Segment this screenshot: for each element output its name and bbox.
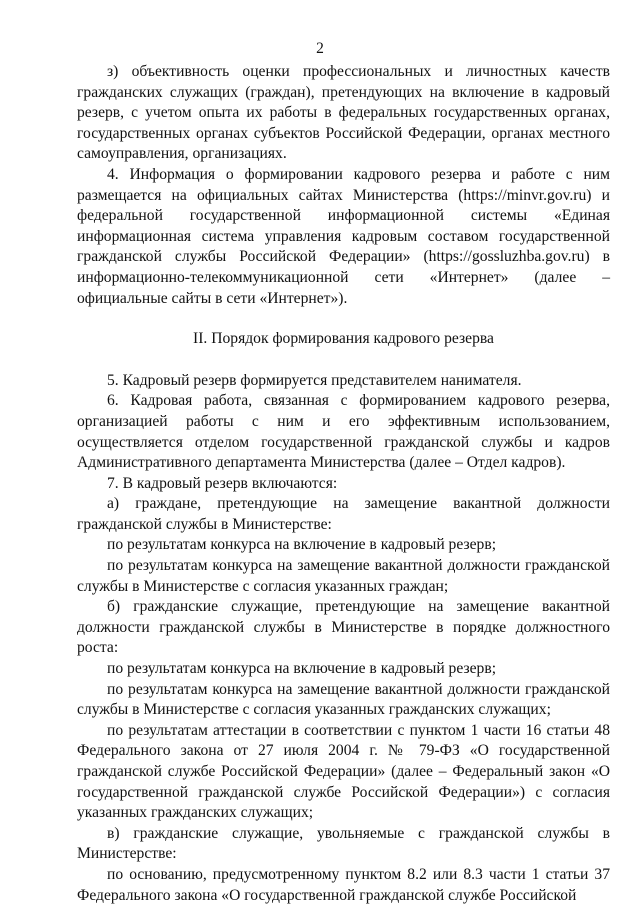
- paragraph-6: 6. Кадровая работа, связанная с формированием кадрового резерва, организацией работы с ним и его эффективным использованием, осуществляется отделом государственной гражданской службы и кадров Административного департамента Министерства (далее – Отдел кадров).: [77, 392, 610, 472]
- paragraph-4-information: 4. Информация о формировании кадрового резерва и работе с ним размещается на официальных сайтах Министерства (https://minvr.gov.ru) и федеральной государственной информационной системы «Единая информационная система управления кадровым составом государственной гражданской службы Российской Федерации» (https://gossluzhba.gov.ru) в информационно-телекоммуникационной сети «Интернет» (далее – официальные сайты в сети «Интернет»).: [77, 165, 610, 307]
- paragraph-7: 7. В кадровый резерв включаются:: [107, 474, 338, 492]
- paragraph-7v: в) гражданские служащие, увольняемые с гражданской службы в Министерстве:: [77, 824, 610, 863]
- paragraph-7b: б) гражданские служащие, претендующие на замещение вакантной должности гражданской службы в Министерстве в порядке должностного роста:: [77, 598, 610, 657]
- paragraph-7a-item-2: по результатам конкурса на замещение вакантной должности гражданской службы в Министерстве с согласия указанных граждан;: [77, 557, 610, 595]
- document-body: [77, 62, 610, 906]
- paragraph-z-objectivity: з) объективность оценки профессиональных и личностных качеств гражданских служащих (граждан), претендующих на включение в кадровый резерв, с учетом опыта их работы в федеральных государственных органах, государственных органах субъектов Российской Федерации, органах местного самоуправления, организациях.: [77, 63, 610, 163]
- section-heading: II. Порядок формирования кадрового резерва: [193, 330, 494, 348]
- paragraph-7b-item-1: по результатам конкурса на включение в кадровый резерв;: [107, 660, 497, 678]
- page-number: 2: [316, 40, 324, 57]
- paragraph-5: 5. Кадровый резерв формируется представителем нанимателя.: [107, 371, 522, 389]
- paragraph-7b-item-2: по результатам конкурса на замещение вакантной должности гражданской службы в Министерстве с согласия указанных гражданских служащих;: [77, 680, 610, 719]
- paragraph-7b-item-3: по результатам аттестации в соответствии с пунктом 1 части 16 статьи 48 Федерального закона от 27 июля 2004 г. № 79-ФЗ «О государственной гражданской службе Российской Федерации» (далее – Федеральный закон «О государственной гражданской службе Российской Федерации») с согласия указанных гражданских служащих;: [77, 721, 610, 822]
- paragraph-7a-item-1: по результатам конкурса на включение в кадровый резерв;: [107, 536, 497, 554]
- paragraph-7a: а) граждане, претендующие на замещение вакантной должности гражданской службы в Министерстве:: [77, 495, 610, 533]
- paragraph-7v-item-1: по основанию, предусмотренному пунктом 8.2 или 8.3 части 1 статьи 37 Федерального закона «О государственной гражданской службе Российской: [77, 865, 610, 904]
